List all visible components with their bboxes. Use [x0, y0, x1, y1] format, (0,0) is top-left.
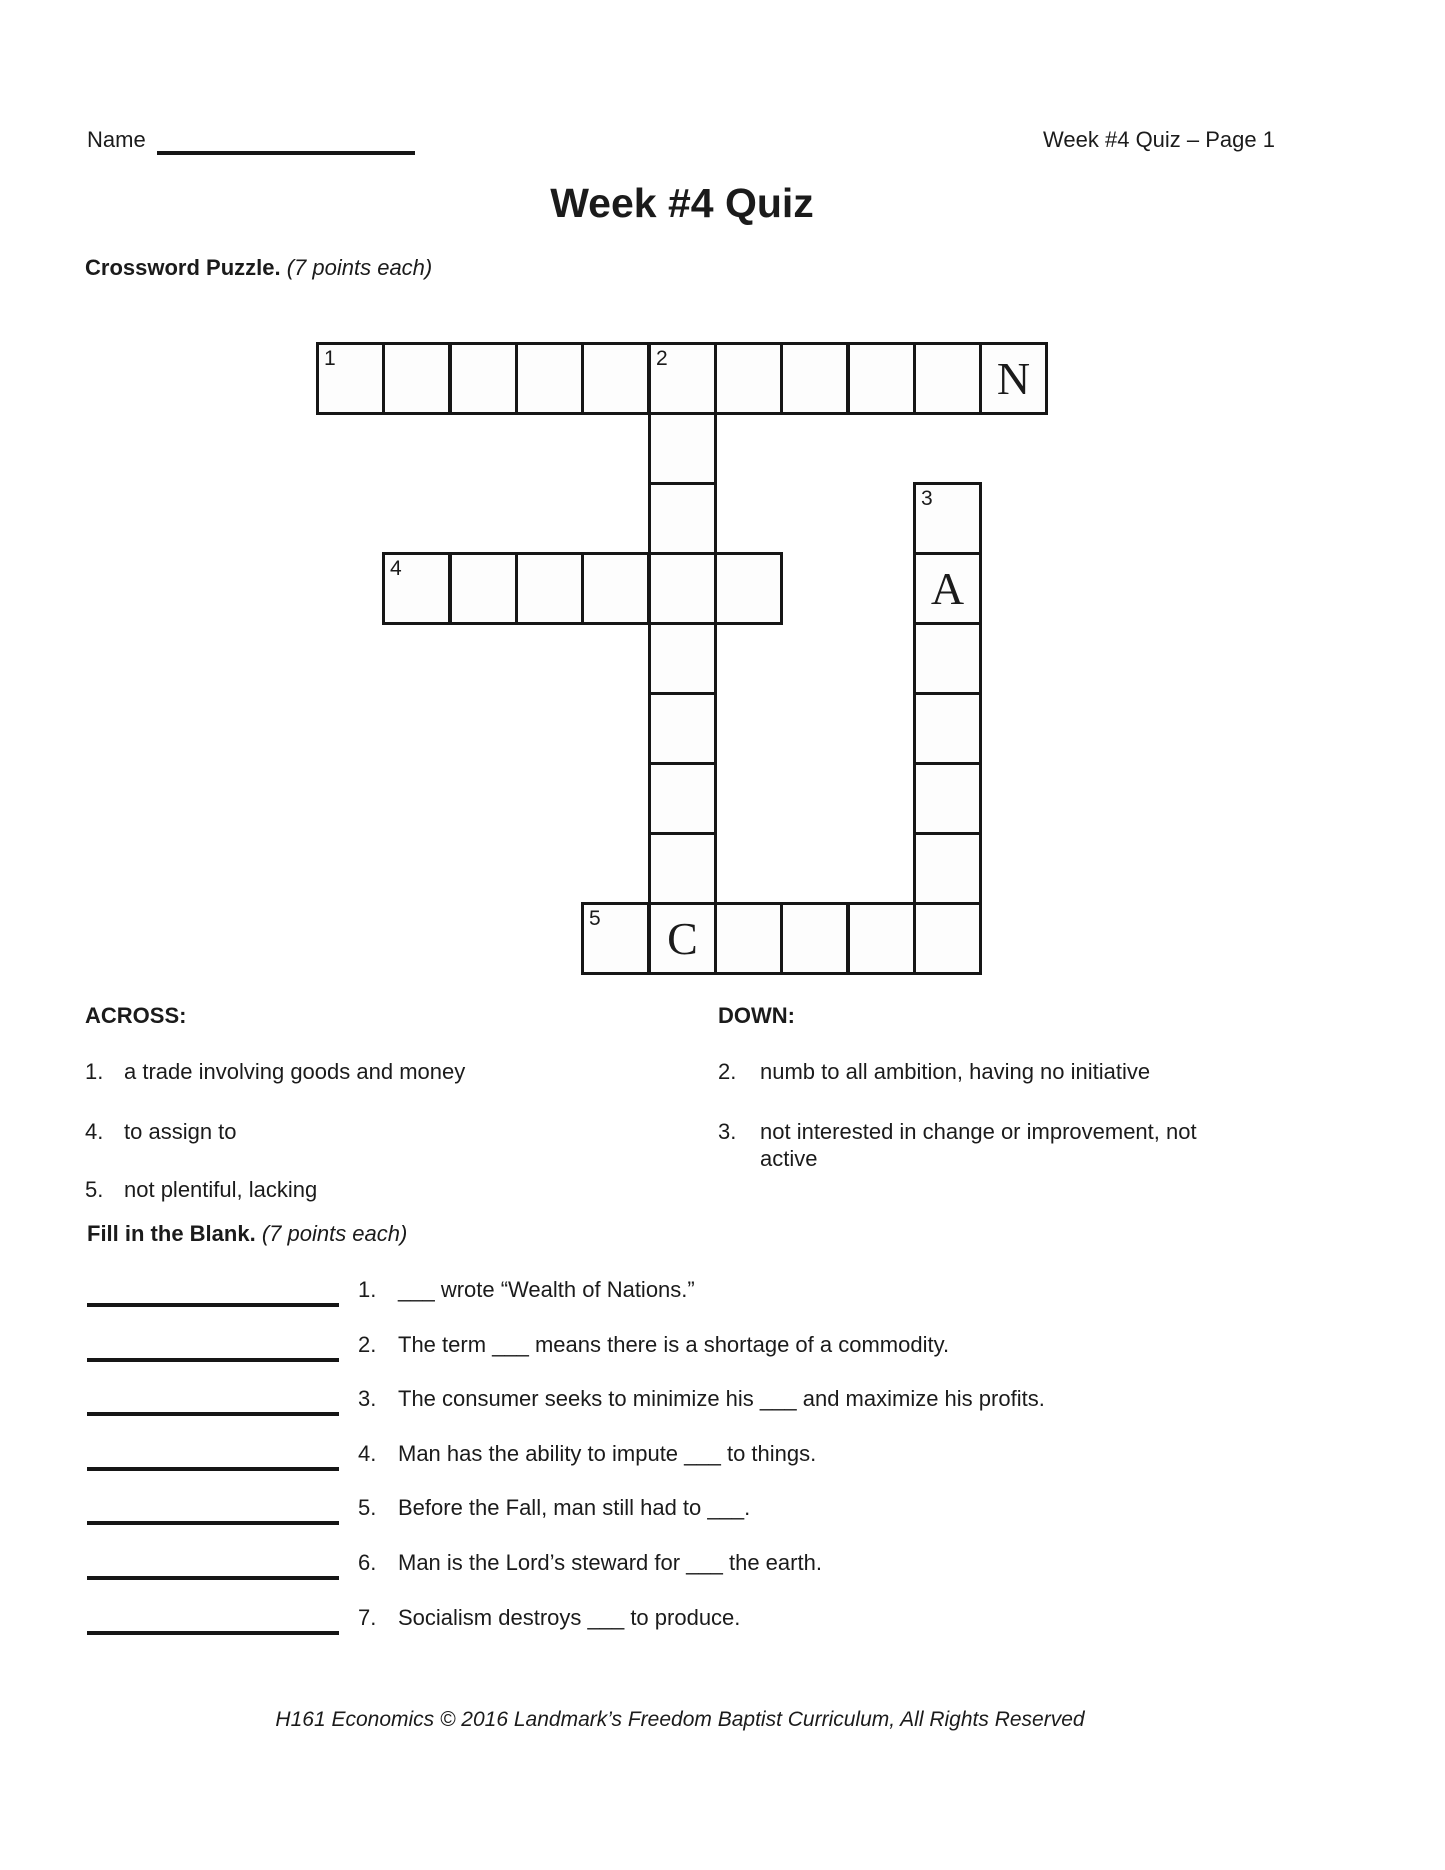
cell-letter: A — [930, 563, 965, 614]
clue-number: 2. — [718, 1059, 737, 1084]
clue-text: to assign to — [124, 1119, 237, 1144]
fill-item-number: 1. — [358, 1277, 377, 1302]
cell-letter: N — [996, 353, 1031, 404]
page-title: Week #4 Quiz — [550, 180, 814, 226]
crossword-cell[interactable] — [714, 342, 783, 415]
fill-item-number: 3. — [358, 1386, 377, 1411]
crossword-cell[interactable] — [648, 692, 717, 765]
answer-blank-line[interactable] — [87, 1467, 339, 1471]
crossword-cell[interactable] — [581, 342, 650, 415]
crossword-cell[interactable] — [913, 552, 982, 625]
answer-blank-line[interactable] — [87, 1576, 339, 1580]
fill-item-text: Man is the Lord’s steward for ___ the earth. — [398, 1550, 822, 1575]
fill-item-text: Man has the ability to impute ___ to things. — [398, 1441, 817, 1466]
answer-blank-line[interactable] — [87, 1412, 339, 1416]
cell-number: 3 — [921, 487, 933, 510]
cell-number: 1 — [324, 347, 336, 370]
answer-blank-line[interactable] — [87, 1303, 339, 1307]
footer-copyright: H161 Economics © 2016 Landmark’s Freedom Baptist Curriculum, All Rights Reserved — [275, 1708, 1085, 1731]
crossword-cell[interactable] — [913, 762, 982, 835]
fill-points-note: (7 points each) — [261, 1221, 408, 1246]
fill-section-heading — [87, 1220, 407, 1247]
fill-item-number: 6. — [358, 1550, 377, 1575]
crossword-cell[interactable] — [581, 552, 650, 625]
crossword-cell[interactable] — [648, 342, 717, 415]
crossword-cell[interactable] — [714, 902, 783, 975]
clue-text: numb to all ambition, having no initiative — [760, 1059, 1151, 1084]
clue-text: a trade involving goods and money — [124, 1059, 466, 1084]
down-heading: DOWN: — [718, 1003, 795, 1028]
crossword-cell[interactable] — [382, 342, 451, 415]
crossword-cell[interactable] — [648, 552, 717, 625]
clue-text: not plentiful, lacking — [124, 1177, 318, 1202]
across-heading: ACROSS: — [85, 1003, 187, 1028]
fill-heading-label: Fill in the Blank. — [87, 1221, 256, 1246]
crossword-heading-label: Crossword Puzzle. — [85, 255, 281, 280]
crossword-cell[interactable] — [847, 342, 916, 415]
crossword-section-heading — [85, 254, 432, 281]
clue-number: 1. — [85, 1059, 104, 1084]
crossword-cell[interactable] — [382, 552, 451, 625]
crossword-cell[interactable] — [648, 832, 717, 905]
crossword-cell[interactable] — [714, 552, 783, 625]
crossword-cell[interactable] — [648, 762, 717, 835]
crossword-points-note: (7 points each) — [286, 255, 433, 280]
fill-item-text: The term ___ means there is a shortage of a commodity. — [398, 1332, 950, 1357]
crossword-cell[interactable] — [979, 342, 1048, 415]
crossword-cell[interactable] — [913, 482, 982, 555]
fill-item-number: 4. — [358, 1441, 377, 1466]
crossword-cell[interactable] — [780, 342, 849, 415]
clue-number: 5. — [85, 1177, 104, 1202]
crossword-cell[interactable] — [913, 902, 982, 975]
crossword-cell[interactable] — [648, 482, 717, 555]
fill-item-text: Before the Fall, man still had to ___. — [398, 1495, 751, 1520]
name-label: Name — [87, 127, 146, 152]
cell-number: 2 — [656, 347, 668, 370]
crossword-cell[interactable] — [847, 902, 916, 975]
cell-letter: C — [667, 913, 698, 964]
crossword-cell[interactable] — [780, 902, 849, 975]
cell-number: 5 — [589, 907, 601, 930]
crossword-cell[interactable] — [913, 832, 982, 905]
crossword-cell[interactable] — [913, 342, 982, 415]
answer-blank-line[interactable] — [87, 1358, 339, 1362]
fill-item-text: Socialism destroys ___ to produce. — [398, 1605, 741, 1630]
clue-number: 3. — [718, 1119, 737, 1144]
crossword-cell[interactable] — [316, 342, 385, 415]
fill-item-number: 2. — [358, 1332, 377, 1357]
fill-item-number: 7. — [358, 1605, 377, 1630]
crossword-cell[interactable] — [648, 902, 717, 975]
fill-item-text: The consumer seeks to minimize his ___ and maximize his profits. — [398, 1386, 1045, 1411]
crossword-cell[interactable] — [515, 552, 584, 625]
fill-item-text: ___ wrote “Wealth of Nations.” — [398, 1277, 695, 1302]
crossword-cell[interactable] — [648, 622, 717, 695]
clue-text: not interested in change or improvement, not active — [760, 1119, 1197, 1171]
fill-item-number: 5. — [358, 1495, 377, 1520]
crossword-cell[interactable] — [913, 622, 982, 695]
clue-number: 4. — [85, 1119, 104, 1144]
answer-blank-line[interactable] — [87, 1521, 339, 1525]
crossword-grid — [316, 342, 1051, 978]
cell-number: 4 — [390, 557, 402, 580]
crossword-cell[interactable] — [449, 552, 518, 625]
crossword-cell[interactable] — [913, 692, 982, 765]
name-blank-line[interactable] — [157, 151, 415, 155]
crossword-cell[interactable] — [581, 902, 650, 975]
crossword-cell[interactable] — [515, 342, 584, 415]
page-header-label: Week #4 Quiz – Page 1 — [1043, 127, 1275, 152]
crossword-cell[interactable] — [648, 412, 717, 485]
answer-blank-line[interactable] — [87, 1631, 339, 1635]
crossword-cell[interactable] — [449, 342, 518, 415]
